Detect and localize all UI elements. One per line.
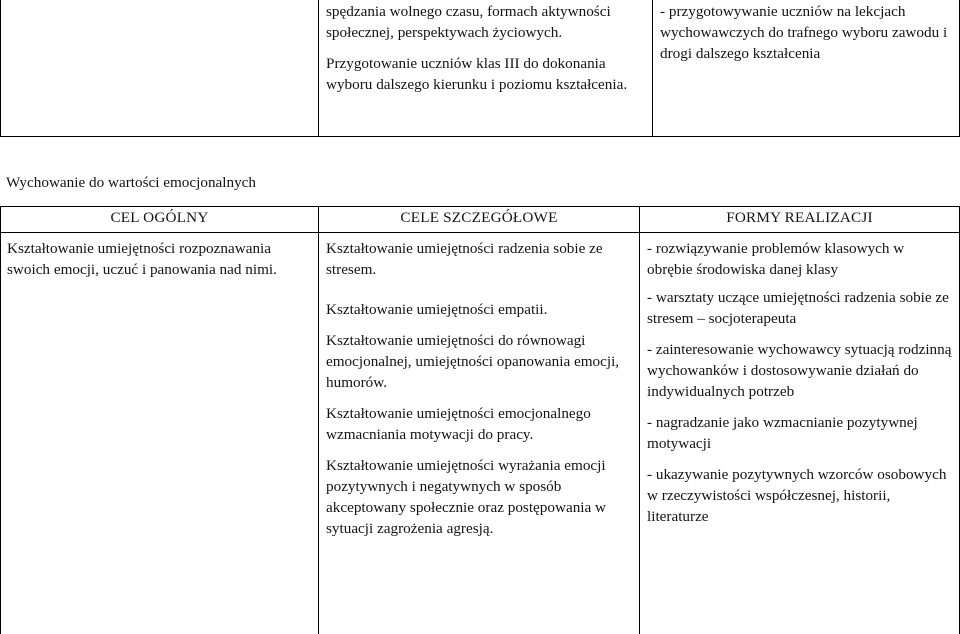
table-header-row (1, 207, 960, 233)
general-goal-text: Kształtowanie umiejętności rozpoznawania swoich emocji, uczuć i panowania nad nimi. (7, 238, 312, 280)
specific-goal-text: Kształtowanie umiejętności wyrażania emocji pozytywnych i negatywnych w sposób akceptowany społecznie oraz postępowania w sytuacji zagrożenia agresją. (326, 455, 633, 539)
header-forms: FORMY REALIZACJI (640, 207, 960, 233)
general-goal-cell-empty (1, 0, 319, 137)
form-text: - ukazywanie pozytywnych wzorców osobowych w rzeczywistości współczesnej, historii, literaturze (647, 464, 953, 527)
specific-goals-cell (319, 233, 640, 634)
specific-goals-cell (319, 0, 653, 137)
general-goal-cell (1, 233, 319, 634)
header-specific-goals: CELE SZCZEGÓŁOWE (319, 207, 640, 233)
header-general-goal: CEL OGÓLNY (1, 207, 319, 233)
form-text: - warsztaty uczące umiejętności radzenia sobie ze stresem – socjoterapeuta (647, 287, 953, 329)
specific-goal-text: Kształtowanie umiejętności radzenia sobie ze stresem. (326, 238, 633, 280)
previous-section-table (0, 0, 960, 137)
form-text: - rozwiązywanie problemów klasowych w obrębie środowiska danej klasy (647, 238, 953, 280)
specific-goal-text: Kształtowanie umiejętności do równowagi emocjonalnej, umiejętności opanowania emocji, humorów. (326, 330, 633, 393)
table-row (1, 233, 960, 634)
specific-goal-text: Kształtowanie umiejętności emocjonalnego wzmacniania motywacji do pracy. (326, 403, 633, 445)
section-heading: Wychowanie do wartości emocjonalnych (6, 172, 256, 193)
form-text: - nagradzanie jako wzmacnianie pozytywnej motywacji (647, 412, 953, 454)
specific-goal-text: spędzania wolnego czasu, formach aktywności społecznej, perspektywach życiowych. (326, 1, 646, 43)
form-text: - przygotowywanie uczniów na lekcjach wychowawczych do trafnego wyboru zawodu i drogi dalszego kształcenia (660, 1, 953, 64)
form-text: - zainteresowanie wychowawcy sytuacją rodzinną wychowanków i dostosowywanie działań do indywidualnych potrzeb (647, 339, 953, 402)
forms-cell (653, 0, 960, 137)
specific-goal-text: Kształtowanie umiejętności empatii. (326, 299, 633, 320)
table-row (1, 0, 960, 137)
forms-cell (640, 233, 960, 634)
emotional-values-table (0, 206, 960, 634)
specific-goal-text: Przygotowanie uczniów klas III do dokonania wyboru dalszego kierunku i poziomu kształcenia. (326, 53, 646, 95)
